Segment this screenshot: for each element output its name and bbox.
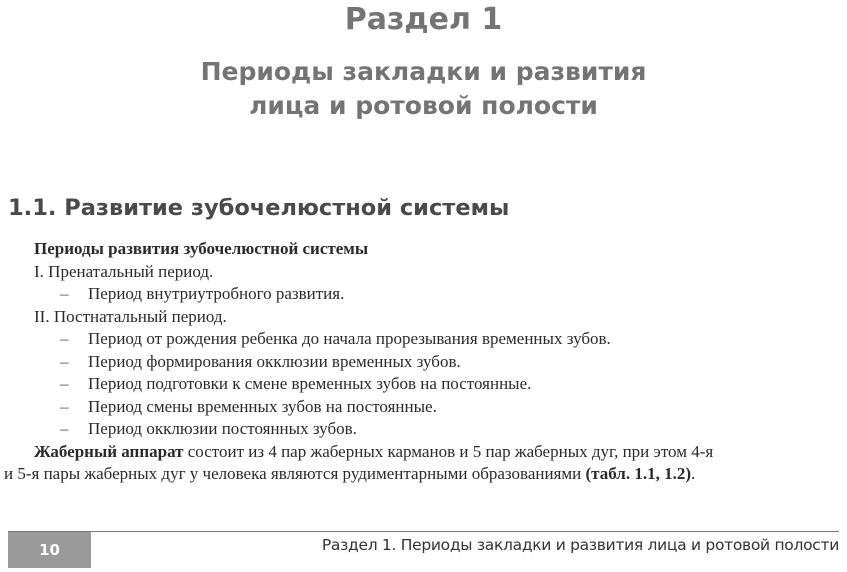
list-item [0,283,847,306]
paragraph-text-2: и 5-я пары жаберных дуг у человека являются рудиментарными образованиями [4,464,586,483]
list-item-prenatal: I. Пренатальный период. [34,261,214,281]
dash: – [60,329,69,348]
list-item-postnatal: II. Постнатальный период. [34,306,227,326]
list-item [0,328,847,351]
list-item-label: Период смены временных зубов на постоянные. [88,396,437,416]
table-reference[interactable]: (табл. 1.1, 1.2) [585,464,691,483]
paragraph-term: Жаберный аппарат [34,441,184,461]
running-head: Раздел 1. Периоды закладки и развития лица и ротовой полости [321,536,839,554]
dash: – [60,396,69,416]
page-number-box [8,532,91,568]
list-item-label: Период внутриутробного развития. [88,284,345,303]
subsection-heading: 1.1. Развитие зубочелюстной системы [8,195,510,221]
list-item-label: Период от рождения ребенка до начала прорезывания временных зубов. [88,329,611,348]
section-subtitle [0,55,847,123]
paragraph-end: . [691,464,696,483]
list-item-label: Период формирования окклюзии временных зубов. [88,351,461,371]
section-title: Раздел 1 [344,2,503,37]
list-item-label: Период окклюзии постоянных зубов. [88,419,357,438]
section-subtitle-line-2: лица и ротовой полости [249,91,598,120]
body-text [0,238,847,486]
list-item [0,351,847,374]
dash: – [60,351,69,371]
list-item [0,373,847,396]
dash: – [60,419,69,438]
dash: – [60,374,69,393]
list-item-label: Период подготовки к смене временных зубов на постоянные. [88,374,532,393]
paragraph-text-1: состоит из 4 пар жаберных карманов и 5 пар жаберных дуг, при этом 4-я [183,441,714,461]
list-title: Периоды развития зубочелюстной системы [34,239,369,258]
footer-divider [8,531,839,532]
page-number: 10 [39,541,60,559]
section-subtitle-line-1: Периоды закладки и развития [200,57,647,86]
paragraph-line-1 [0,441,847,464]
list-item [0,418,847,441]
paragraph-line-2 [0,463,847,486]
dash: – [60,284,69,303]
list-item [0,396,847,419]
